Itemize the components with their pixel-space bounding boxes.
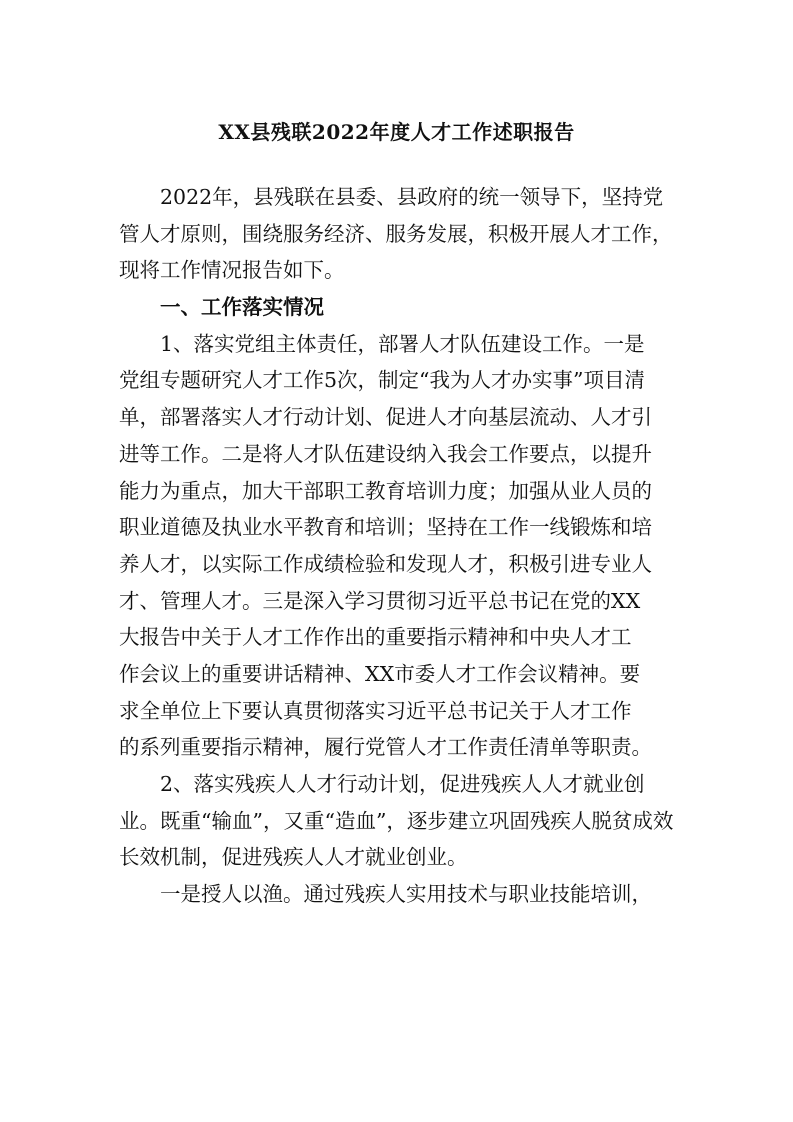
document-title: XX县残联2022年度人才工作述职报告 — [218, 120, 575, 144]
paragraph-line: 1、落实党组主体责任，部署人才队伍建设工作。一是 — [119, 331, 645, 356]
paragraph-line: 进等工作。二是将人才队伍建设纳入我会工作要点，以提升 — [119, 441, 652, 466]
paragraph-line: 的系列重要指示精神，履行党管人才工作责任清单等职责。 — [119, 735, 652, 760]
paragraph-line: 作会议上的重要讲话精神、XX市委人才工作会议精神。要 — [119, 661, 641, 686]
paragraph-line: 管人才原则，围绕服务经济、服务发展，积极开展人才工作， — [119, 221, 673, 246]
paragraph-line: 职业道德及执业水平教育和培训；坚持在工作一线锻炼和培 — [119, 515, 652, 540]
document-body — [119, 179, 679, 913]
paragraph-line: 能力为重点，加大干部职工教育培训力度；加强从业人员的 — [119, 478, 652, 503]
paragraph-line: 业。既重“输血”，又重“造血”，逐步建立巩固残疾人脱贫成效 — [119, 808, 674, 833]
paragraph-line: 长效机制，促进残疾人人才就业创业。 — [119, 845, 468, 870]
paragraph-line: 现将工作情况报告如下。 — [119, 258, 345, 283]
paragraph-line: 养人才，以实际工作成绩检验和发现人才，积极引进专业人 — [119, 551, 652, 576]
paragraph-line: 大报告中关于人才工作作出的重要指示精神和中央人才工 — [119, 625, 632, 650]
paragraph-line: 2、落实残疾人人才行动计划，促进残疾人人才就业创 — [119, 772, 645, 796]
paragraph-line: 2022年，县残联在县委、县政府的统一领导下，坚持党 — [119, 185, 664, 209]
section-heading: 一、工作落实情况 — [119, 295, 324, 320]
paragraph-line: 单，部署落实人才行动计划、促进人才向基层流动、人才引 — [119, 405, 652, 430]
paragraph-line: 党组专题研究人才工作5次，制定“我为人才办实事”项目清 — [119, 368, 646, 393]
paragraph-line: 一是授人以渔。通过残疾人实用技术与职业技能培训， — [119, 882, 652, 907]
paragraph-line: 才、管理人才。三是深入学习贯彻习近平总书记在党的XX — [119, 588, 641, 613]
paragraph-line: 求全单位上下要认真贯彻落实习近平总书记关于人才工作 — [119, 698, 632, 723]
